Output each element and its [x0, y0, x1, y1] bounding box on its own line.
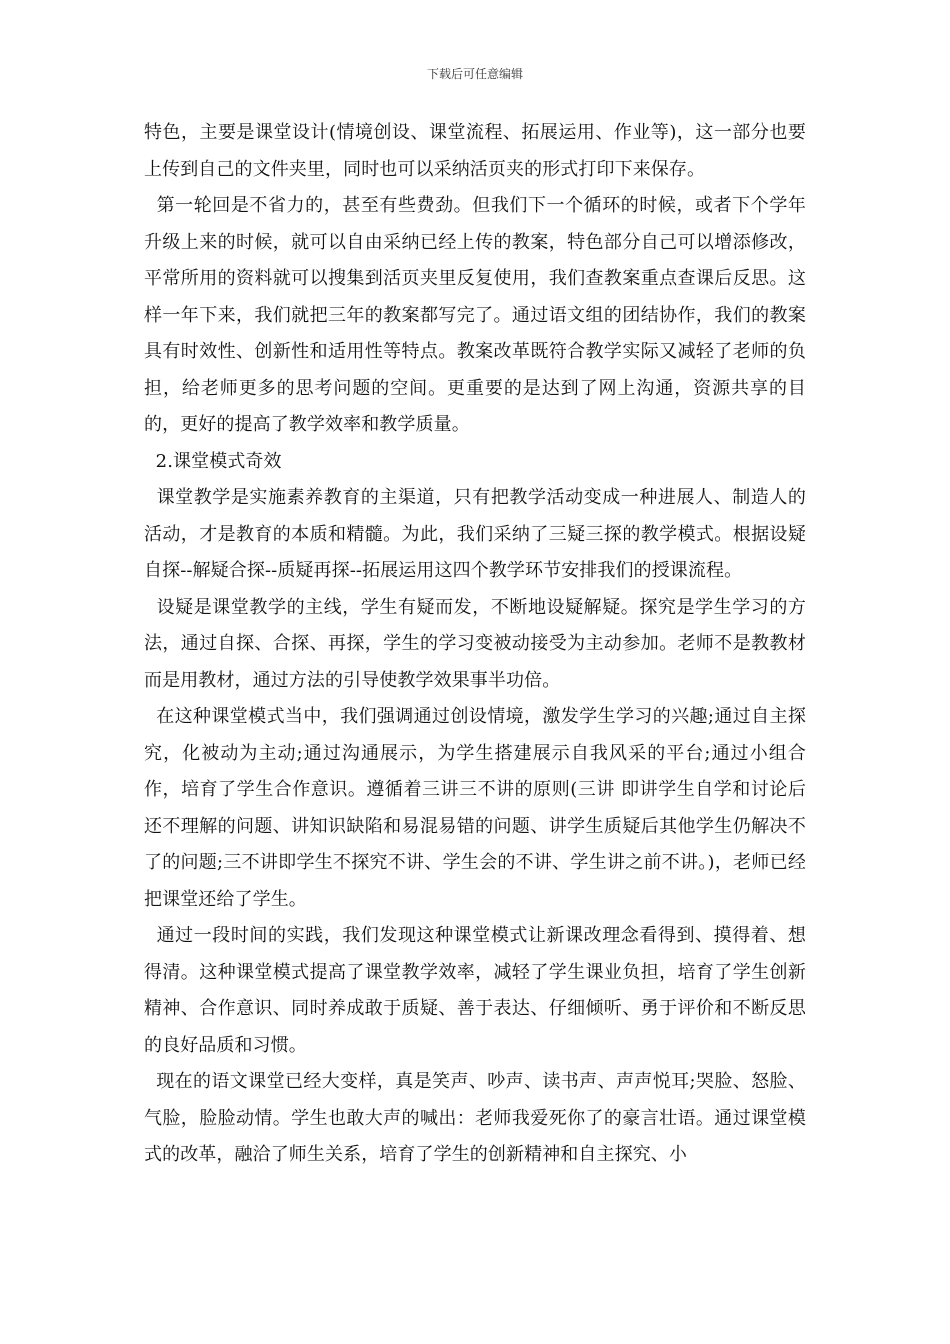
- paragraph: 设疑是课堂教学的主线，学生有疑而发，不断地设疑解疑。探究是学生学习的方法，通过自探、合探、再探，学生的学习变被动接受为主动参加。老师不是教教材而是用教材，通过方法的引导使教学效果事半功倍。: [144, 596, 806, 691]
- section-heading: 2.课堂模式奇效: [144, 450, 282, 472]
- paragraph: 现在的语文课堂已经大变样，真是笑声、吵声、读书声、声声悦耳;哭脸、怒脸、气脸，脸脸动情。学生也敢大声的喊出：老师我爱死你了的豪言壮语。通过课堂模式的改革，融洽了师生关系，培育了学生的创新精神和自主探究、小: [144, 1071, 806, 1165]
- paragraph: 特色，主要是课堂设计(情境创设、课堂流程、拓展运用、作业等)，这一部分也要上传到自己的文件夹里，同时也可以采纳活页夹的形式打印下来保存。: [144, 122, 806, 180]
- paragraph: 课堂教学是实施素养教育的主渠道，只有把教学活动变成一种进展人、制造人的活动，才是教育的本质和精髓。为此，我们采纳了三疑三探的教学模式。根据设疑自探--解疑合探--质疑再探--拓展运用这四个教学环节安排我们的授课流程。: [144, 487, 806, 581]
- page-header: 下载后可任意编辑: [426, 67, 523, 81]
- paragraph: 在这种课堂模式当中，我们强调通过创设情境，激发学生学习的兴趣;通过自主探究，化被动为主动;通过沟通展示，为学生搭建展示自我风采的平台;通过小组合作，培育了学生合作意识。遵循着三讲三不讲的原则(三讲 即讲学生自学和讨论后还不理解的问题、讲知识缺陷和易混易错的问题、讲学生质疑后其他学生仍解决不了的问题;三不讲即学生不探究不讲、学生会的不讲、学生讲之前不讲。)，老师已经把课堂还给了学生。: [144, 706, 806, 910]
- paragraph: 通过一段时间的实践，我们发现这种课堂模式让新课改理念看得到、摸得着、想得清。这种课堂模式提高了课堂教学效率，减轻了学生课业负担，培育了学生创新精神、合作意识、同时养成敢于质疑、善于表达、仔细倾听、勇于评价和不断反思的良好品质和习惯。: [144, 925, 806, 1056]
- document-body: [144, 115, 806, 1174]
- paragraph: 第一轮回是不省力的，甚至有些费劲。但我们下一个循环的时候，或者下个学年升级上来的时候，就可以自由采纳已经上传的教案，特色部分自己可以增添修改，平常所用的资料就可以搜集到活页夹里反复使用，我们查教案重点查课后反思。这样一年下来，我们就把三年的教案都写完了。通过语文组的团结协作，我们的教案具有时效性、创新性和适用性等特点。教案改革既符合教学实际又减轻了老师的负担，给老师更多的思考问题的空间。更重要的是达到了网上沟通，资源共享的目的，更好的提高了教学效率和教学质量。: [144, 195, 806, 435]
